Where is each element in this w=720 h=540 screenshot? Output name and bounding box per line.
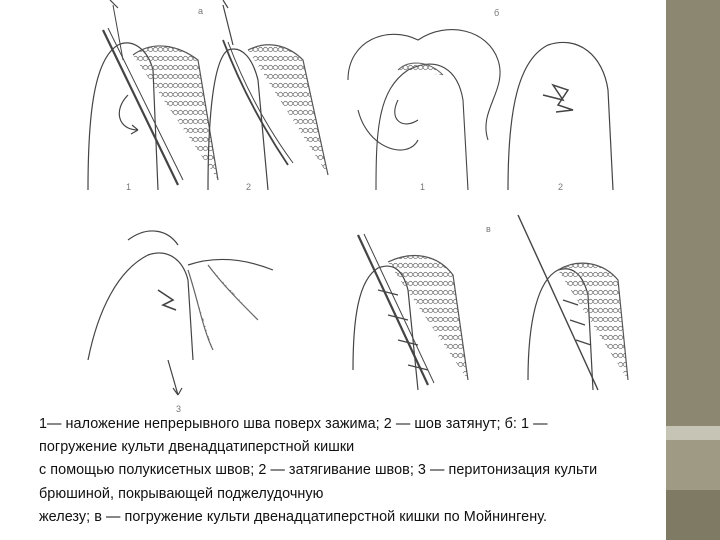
label-v: в <box>486 224 491 234</box>
panel-b1-drawing <box>348 30 500 190</box>
panel-b2-drawing <box>508 42 613 190</box>
label-b1: 1 <box>420 182 426 192</box>
figure-caption <box>39 413 699 529</box>
panel-a1-drawing <box>88 0 218 190</box>
caption-line: погружение культи двенадцатиперстной кишки <box>39 439 355 456</box>
label-a1: 1 <box>126 182 132 192</box>
caption-line: брюшиной, покрывающей поджелудочную <box>39 485 324 502</box>
caption-line: 1— наложение непрерывного шва поверх зажима; 2 — шов затянут; б: 1 — <box>39 416 548 432</box>
panel-v1-drawing <box>353 234 468 390</box>
label-3: 3 <box>176 404 182 414</box>
surgical-illustration <box>58 0 658 420</box>
label-b: б <box>494 8 500 18</box>
panel-v2-drawing <box>518 215 628 390</box>
caption-line: с помощью полукисетных швов; 2 — затягивание швов; 3 — перитонизация культи <box>39 462 598 479</box>
label-a2: 2 <box>246 182 252 192</box>
label-b2: 2 <box>558 182 564 192</box>
panel-b3-drawing <box>88 231 273 395</box>
label-a: а <box>198 6 204 16</box>
caption-line: железу; в — погружение культи двенадцатиперстной кишки по Мойнингену. <box>39 508 548 525</box>
panel-a2-drawing <box>208 0 328 190</box>
